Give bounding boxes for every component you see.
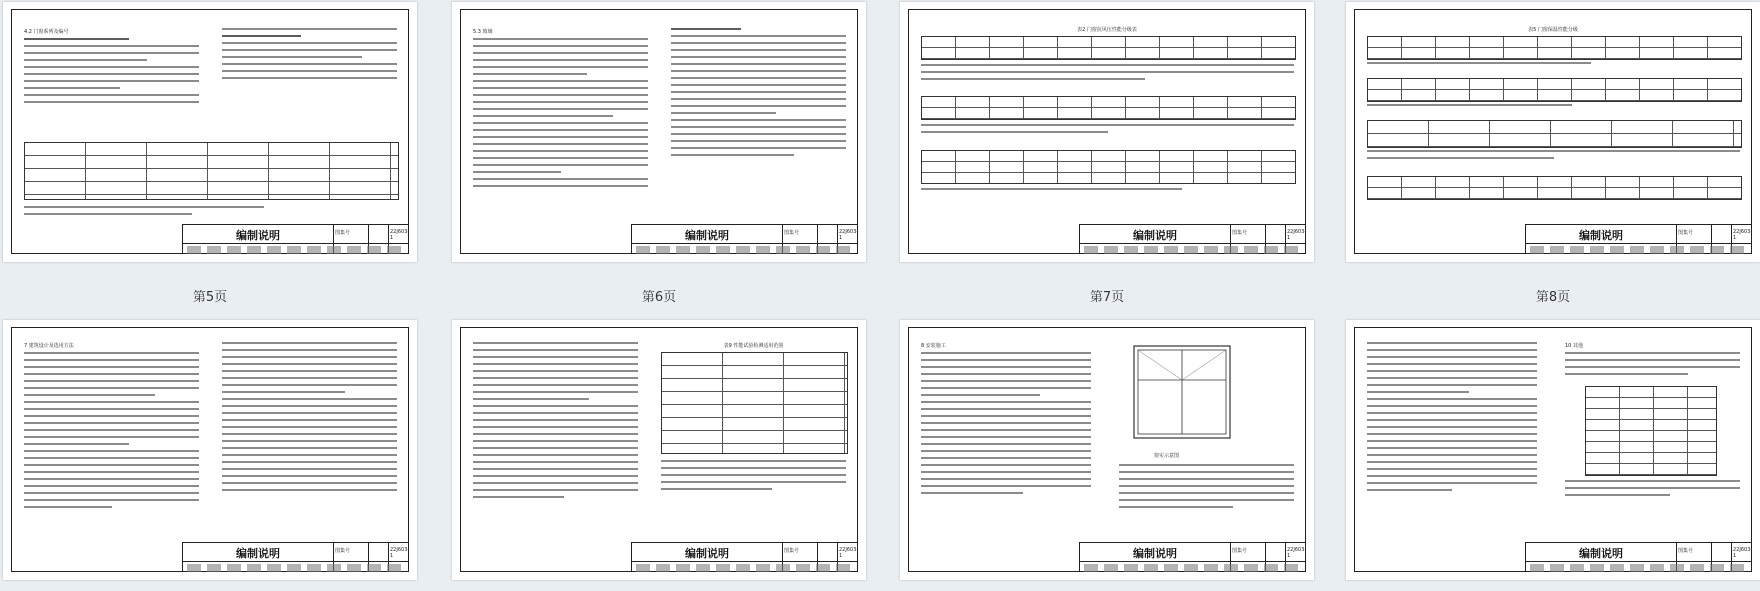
- drawing-sheet: [460, 327, 858, 572]
- page-thumbnail-6[interactable]: [452, 2, 866, 262]
- page-thumbnail-8[interactable]: [1346, 2, 1760, 262]
- atlas-code: 22J603-1: [839, 229, 859, 241]
- section-heading: 10 其他: [1565, 343, 1583, 349]
- table: [1367, 36, 1742, 60]
- page-thumbnail-11[interactable]: [900, 320, 1314, 580]
- sheet-title: 编制说明: [1579, 547, 1623, 560]
- table-caption: 表5 门窗保温性能分级: [1528, 27, 1578, 33]
- atlas-code: 22J603-1: [390, 229, 410, 241]
- drawing-sheet: [1354, 9, 1752, 254]
- table: [921, 150, 1296, 184]
- text-column-right: [222, 342, 397, 496]
- atlas-code: 22J603-1: [1287, 229, 1307, 241]
- section-heading: 4.2 门窗系列及编号: [24, 29, 69, 35]
- sheet-title: 编制说明: [236, 229, 280, 242]
- table-caption: 表2 门窗抗风压性能分级表: [1077, 27, 1137, 33]
- atlas-code: 22J603-1: [1287, 547, 1307, 559]
- page-label: 第8页: [1535, 290, 1571, 305]
- table: [1367, 120, 1742, 148]
- text-column-left: [24, 28, 199, 108]
- section-heading: 5.3 玻璃: [473, 29, 493, 35]
- title-block: 编制说明 图集号 22J603-1: [182, 224, 408, 253]
- table: [1367, 176, 1742, 200]
- title-block: 编制说明 图集号 22J603-1: [1079, 542, 1305, 571]
- page-thumbnail-9[interactable]: [3, 320, 417, 580]
- sheet-title: 编制说明: [1133, 229, 1177, 242]
- page-label: 第5页: [192, 290, 228, 305]
- title-block: 编制说明 图集号 22J603-1: [631, 542, 857, 571]
- atlas-code: 22J603-1: [839, 547, 859, 559]
- text-column-right: [1119, 464, 1294, 513]
- page-thumbnail-7[interactable]: [900, 2, 1314, 262]
- text-column-left: [473, 342, 638, 503]
- text-column-left: [24, 342, 199, 513]
- drawing-sheet: [1354, 327, 1752, 572]
- title-block: 编制说明 图集号 22J603-1: [1525, 542, 1751, 571]
- sheet-title: 编制说明: [685, 229, 729, 242]
- page-label: 第6页: [641, 290, 677, 305]
- title-block: 编制说明 图集号 22J603-1: [182, 542, 408, 571]
- table: [921, 96, 1296, 120]
- atlas-code: 22J603-1: [1733, 229, 1753, 241]
- atlas-code: 22J603-1: [390, 547, 410, 559]
- window-diagram: [1124, 340, 1244, 450]
- title-block: 编制说明 图集号 22J603-1: [1525, 224, 1751, 253]
- table: [1367, 78, 1742, 102]
- table: [661, 352, 848, 454]
- page-thumbnail-12[interactable]: [1346, 320, 1760, 580]
- drawing-sheet: [908, 9, 1306, 254]
- diagram-caption: 窗实示意图: [1154, 453, 1180, 459]
- sheet-title: 编制说明: [236, 547, 280, 560]
- text-column-left: [473, 28, 648, 192]
- table-caption: 表9 性能试验检测适用范围: [723, 343, 784, 349]
- page-thumbnail-10[interactable]: [452, 320, 866, 580]
- drawing-sheet: [908, 327, 1306, 572]
- drawing-sheet: [11, 9, 409, 254]
- sheet-title: 编制说明: [685, 547, 729, 560]
- text-column-left: [1367, 342, 1537, 496]
- table: [921, 36, 1296, 60]
- section-heading: 8 安装施工: [921, 343, 946, 349]
- text-column-left: [921, 342, 1091, 499]
- drawing-sheet: [460, 9, 858, 254]
- sheet-title: 编制说明: [1579, 229, 1623, 242]
- text-column-right: [671, 28, 846, 161]
- table: [1585, 386, 1717, 476]
- sheet-title: 编制说明: [1133, 547, 1177, 560]
- section-heading: 7 建筑设计及选用方法: [24, 343, 74, 349]
- page-label: 第7页: [1089, 290, 1125, 305]
- page-thumbnail-5[interactable]: [3, 2, 417, 262]
- title-block: 编制说明 图集号 22J603-1: [1079, 224, 1305, 253]
- atlas-code: 22J603-1: [1733, 547, 1753, 559]
- text-column-right: [222, 28, 397, 84]
- title-block: 编制说明 图集号 22J603-1: [631, 224, 857, 253]
- table: [24, 142, 399, 200]
- text-column-right: [1565, 342, 1740, 380]
- drawing-sheet: [11, 327, 409, 572]
